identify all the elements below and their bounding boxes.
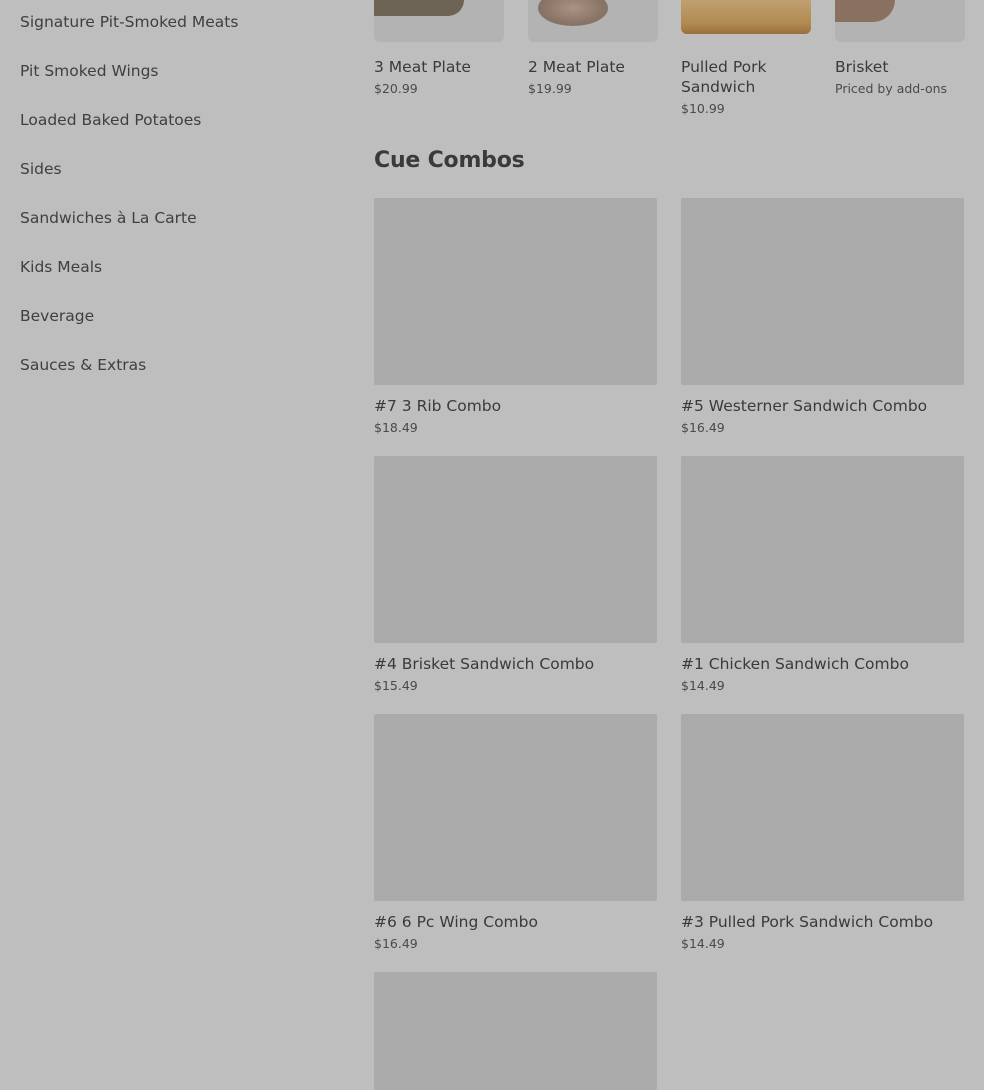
menu-item-title: 2 Meat Plate bbox=[528, 58, 625, 76]
combo-price: $16.49 bbox=[681, 420, 725, 435]
menu-item-card[interactable] bbox=[835, 0, 965, 97]
combo-image-placeholder bbox=[681, 456, 964, 643]
sidebar-item-beverage[interactable]: Beverage bbox=[20, 307, 95, 325]
combo-price: $18.49 bbox=[374, 420, 418, 435]
sidebar-item-signature-pit-smoked-meats[interactable]: Signature Pit-Smoked Meats bbox=[20, 13, 239, 31]
menu-item-image bbox=[528, 0, 658, 42]
combo-card[interactable] bbox=[681, 714, 964, 952]
menu-item-image bbox=[681, 0, 811, 34]
combo-card[interactable] bbox=[374, 714, 657, 952]
menu-item-title: Pulled Pork Sandwich bbox=[681, 58, 767, 96]
menu-item-price: Priced by add-ons bbox=[835, 81, 948, 96]
combo-card[interactable] bbox=[374, 972, 657, 1090]
sidebar-item-kids-meals[interactable]: Kids Meals bbox=[20, 258, 103, 276]
sidebar-item-sides[interactable]: Sides bbox=[20, 160, 62, 178]
category-sidebar bbox=[20, 0, 350, 387]
combo-image-placeholder bbox=[374, 456, 657, 643]
featured-items-row bbox=[374, 0, 964, 120]
combo-title: #3 Pulled Pork Sandwich Combo bbox=[681, 913, 934, 931]
menu-item-title: 3 Meat Plate bbox=[374, 58, 471, 76]
sidebar-item-pit-smoked-wings[interactable]: Pit Smoked Wings bbox=[20, 62, 159, 80]
menu-item-card[interactable] bbox=[528, 0, 658, 97]
combo-card[interactable] bbox=[681, 456, 964, 694]
menu-item-card[interactable] bbox=[681, 0, 811, 117]
sidebar-item-sauces-extras[interactable]: Sauces & Extras bbox=[20, 356, 147, 374]
combo-card[interactable] bbox=[681, 198, 964, 436]
menu-item-price: $19.99 bbox=[528, 81, 572, 96]
combo-card[interactable] bbox=[374, 456, 657, 694]
combo-image-placeholder bbox=[374, 972, 657, 1090]
combo-price: $15.49 bbox=[374, 678, 418, 693]
menu-item-title: Brisket bbox=[835, 58, 889, 76]
combo-image-placeholder bbox=[374, 198, 657, 385]
combo-title: #1 Chicken Sandwich Combo bbox=[681, 655, 909, 673]
combo-title: #6 6 Pc Wing Combo bbox=[374, 913, 538, 931]
combo-price: $16.49 bbox=[374, 936, 418, 951]
combo-image-placeholder bbox=[374, 714, 657, 901]
combo-title: #4 Brisket Sandwich Combo bbox=[374, 655, 595, 673]
sidebar-item-sandwiches-a-la-carte[interactable]: Sandwiches à La Carte bbox=[20, 209, 197, 227]
menu-content bbox=[374, 0, 964, 951]
menu-item-card[interactable] bbox=[374, 0, 504, 97]
combo-price: $14.49 bbox=[681, 678, 725, 693]
combo-image-placeholder bbox=[681, 714, 964, 901]
sidebar-item-loaded-baked-potatoes[interactable]: Loaded Baked Potatoes bbox=[20, 111, 202, 129]
menu-item-price: $20.99 bbox=[374, 81, 418, 96]
menu-item-image bbox=[835, 0, 965, 42]
combo-title: #5 Westerner Sandwich Combo bbox=[681, 397, 928, 415]
menu-item-image bbox=[374, 0, 504, 42]
combo-title: #7 3 Rib Combo bbox=[374, 397, 502, 415]
section-title: Cue Combos bbox=[374, 148, 525, 173]
combo-price: $14.49 bbox=[681, 936, 725, 951]
menu-item-price: $10.99 bbox=[681, 101, 725, 116]
combo-card[interactable] bbox=[374, 198, 657, 436]
combo-image-placeholder bbox=[681, 198, 964, 385]
